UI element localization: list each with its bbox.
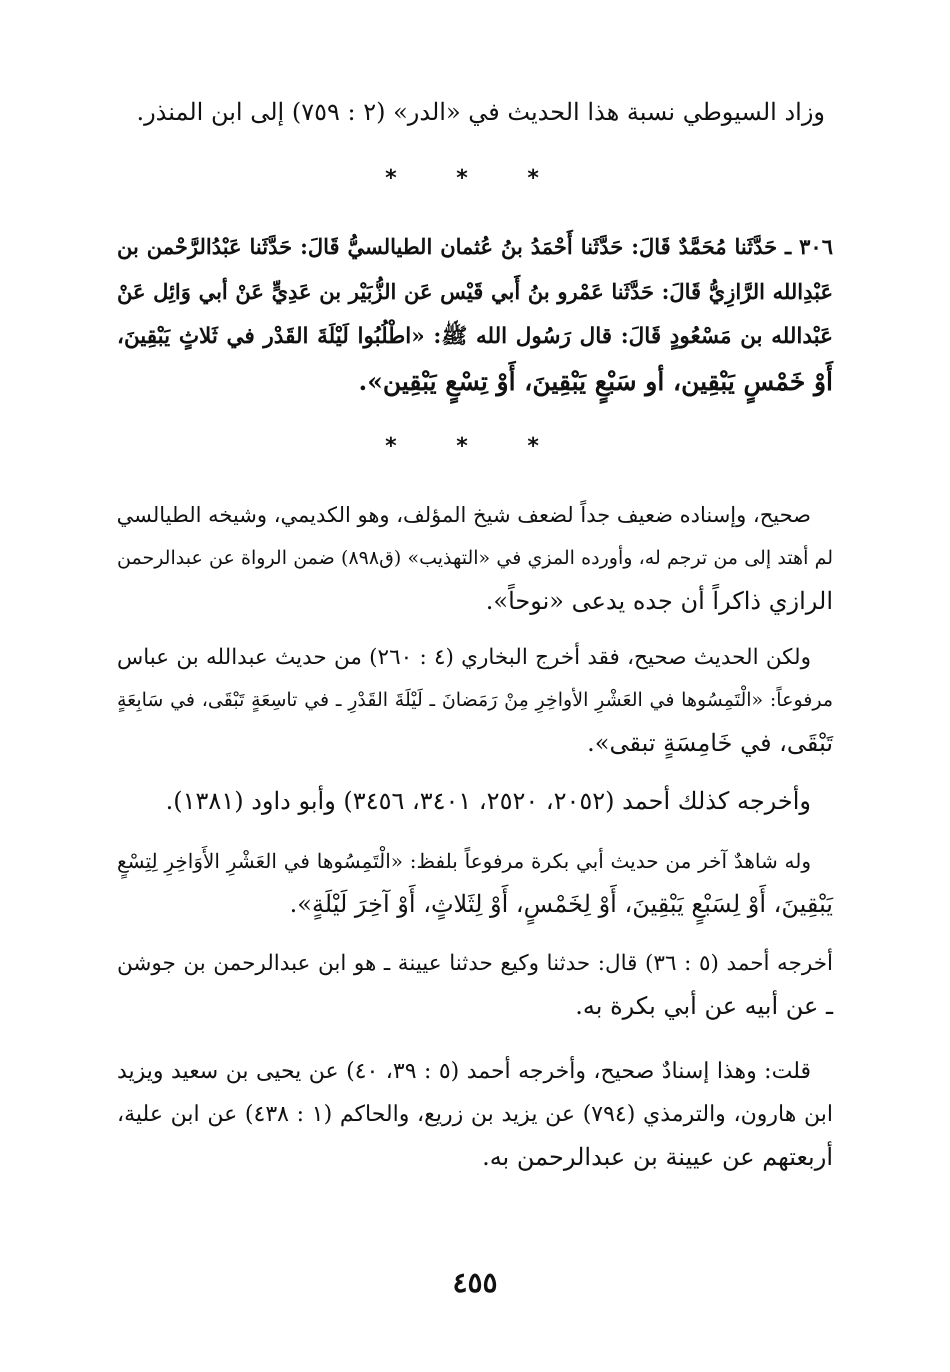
- commentary-line: وأخرجه كذلك أحمد (٢٠٥٢، ٢٥٢٠، ٣٤٠١، ٣٤٥٦) وأبو داود (١٣٨١).: [165, 787, 811, 815]
- hadith-line: عَبْدالله بن مَسْعُودٍ قَالَ: قال رَسُول الله ﷺ: «اطْلُبُوا لَيْلَةَ القَدْر في ثَلاثٍ يَبْقِينَ،: [117, 324, 833, 349]
- commentary-paragraph: [117, 780, 833, 823]
- commentary-paragraph: [117, 636, 833, 765]
- commentary-line: ابن هارون، والترمذي (٧٩٤) عن يزيد بن زريع، والحاكم (١ : ٤٣٨) عن ابن علية،: [117, 1102, 833, 1127]
- page-number: ٤٥٥: [452, 1266, 498, 1299]
- commentary-line: أربعتهم عن عيينة بن عبدالرحمن به.: [482, 1143, 833, 1171]
- commentary-line: وله شاهدٌ آخر من حديث أبي بكرة مرفوعاً بلفظ: «الْتَمِسُوها في العَشْرِ الأَوَاخِرِ لِتِسْعٍ: [117, 849, 811, 873]
- commentary-line: تَبْقَى، في خَامِسَةٍ تبقى».: [587, 729, 833, 757]
- commentary-line: ولكن الحديث صحيح، فقد أخرج البخاري (٤ : ٢٦٠) من حديث عبدالله بن عباس: [117, 645, 811, 670]
- separator-stars: * * *: [385, 434, 565, 459]
- commentary-line: يَبْقِينَ، أَوْ لِسَبْعٍ يَبْقِينَ، أَوْ لِخَمْسٍ، أَوْ لِثَلاثٍ، أَوْ آخِرَ لَيْلَةٍ».: [289, 890, 833, 918]
- commentary-line: الرازي ذاكراً أن جده يدعى «نوحاً».: [485, 587, 833, 615]
- commentary-line: قلت: وهذا إسنادٌ صحيح، وأخرجه أحمد (٥ : ٣٩، ٤٠) عن يحيى بن سعيد ويزيد: [117, 1059, 811, 1084]
- commentary-line: أخرجه أحمد (٥ : ٣٦) قال: حدثنا وكيع حدثنا عيينة ـ هو ابن عبدالرحمن بن جوشن: [117, 951, 834, 976]
- commentary-paragraph: [117, 942, 833, 1028]
- hadith-line: أَوْ خَمْسٍ يَبْقِين، أو سَبْعٍ يَبْقِينَ، أَوْ تِسْعٍ يَبْقِين».: [358, 367, 833, 396]
- intro-line: وزاد السيوطي نسبة هذا الحديث في «الدر» (٢ : ٧٥٩) إلى ابن المنذر.: [136, 98, 825, 126]
- hadith-text: [117, 224, 833, 404]
- hadith-line: ٣٠٦ ـ حَدَّثَنا مُحَمَّدٌ قَالَ: حَدَّثَنا أَحْمَدُ بنُ عُثمان الطيالسيُّ قَالَ: حَدَّثَنا عَبْدُالرَّحْمن بن: [117, 234, 833, 259]
- commentary-line: ـ عن أبيه عن أبي بكرة به.: [575, 992, 833, 1020]
- commentary-paragraph: [117, 494, 833, 623]
- commentary-line: مرفوعاً: «الْتَمِسُوها في العَشْرِ الأواخِرِ مِنْ رَمَضانَ ـ لَيْلَةَ القَدْرِ ـ في تاسِعَةٍ تَبْقَى، في سَابِعَةٍ: [117, 689, 833, 711]
- commentary-line: لم أهتد إلى من ترجم له، وأورده المزي في «التهذيب» (ق٨٩٨) ضمن الرواة عن عبدالرحمن: [117, 547, 834, 569]
- intro-paragraph: [117, 98, 833, 126]
- commentary-paragraph: [117, 840, 833, 926]
- commentary-paragraph: [117, 1050, 833, 1179]
- hadith-line: عَبْدِالله الرَّازِيُّ قَالَ: حَدَّثَنا عَمْرو بنُ أَبي قَيْس عَن الزُّبَيْر بن عَدِيٍّ عَنْ أبي وَائِل عَنْ: [117, 279, 833, 304]
- commentary-line: صحيح، وإسناده ضعيف جداً لضعف شيخ المؤلف، وهو الكديمي، وشيخه الطيالسي: [116, 503, 811, 527]
- separator-stars: * * *: [385, 166, 565, 191]
